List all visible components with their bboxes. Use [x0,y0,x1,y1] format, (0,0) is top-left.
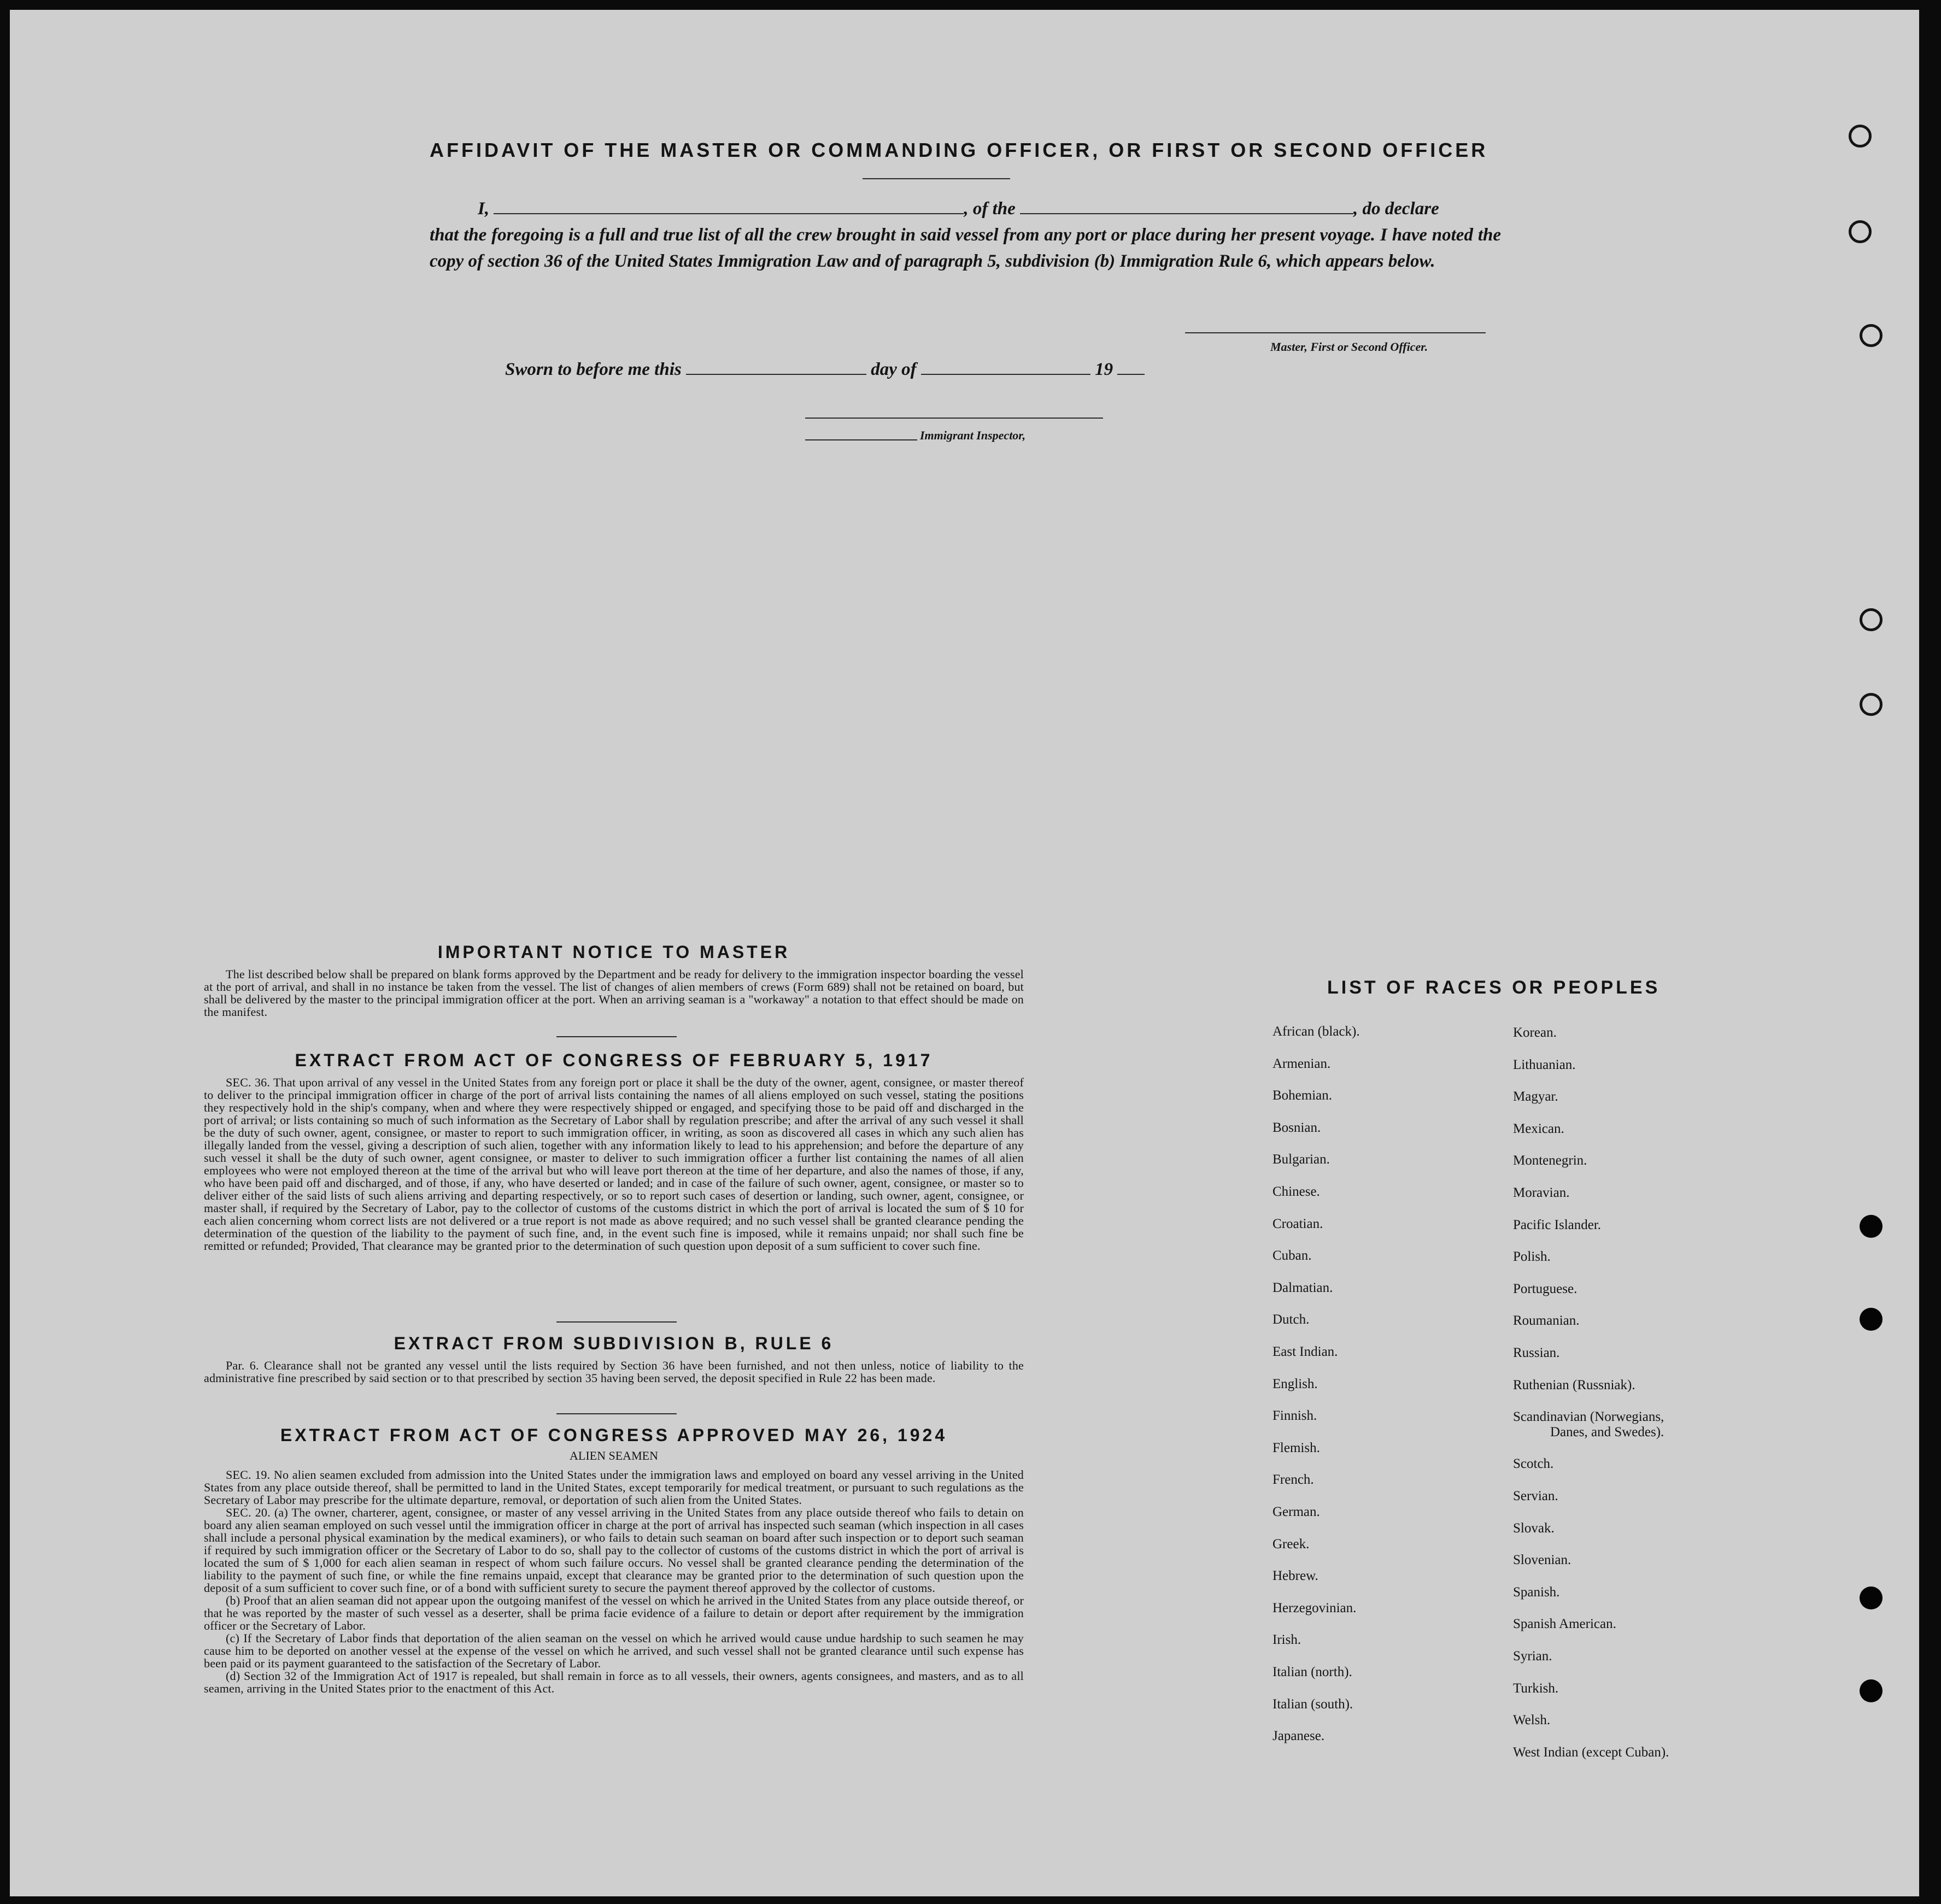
extract-1924-text [204,1468,1024,1695]
extract-1924-section [204,1425,1024,1695]
race-list-item: Lithuanian. [1513,1057,1576,1072]
race-list-item: Portuguese. [1513,1281,1578,1296]
sworn-day-of: day of [871,360,917,379]
race-list-item: Welsh. [1513,1713,1551,1728]
notice-section [204,942,1024,1018]
vessel-of-label: , of the [964,199,1016,219]
sworn-date-field[interactable] [686,360,866,375]
sworn-year: 19 [1095,360,1113,379]
race-list-item: Slovak. [1513,1520,1555,1536]
extract-1917-text [204,1076,1024,1252]
race-list-item: French. [1273,1472,1314,1488]
notice-text [204,968,1024,1018]
race-list-item: East Indian. [1273,1344,1338,1359]
race-list-item: Mexican. [1513,1121,1564,1136]
extract-1924-title: EXTRACT FROM ACT OF CONGRESS APPROVED MAY 26, 1924 [280,1425,948,1445]
race-list-item: Polish. [1513,1249,1551,1265]
sworn-prefix: Sworn to before me this [505,360,682,379]
sec-20b-paragraph: (b) Proof that an alien seaman did not appear upon the outgoing manifest of the vessel on which he arrived in the United States from any place outside thereof, or that he was reported by the master of such vessel as a deserter, shall be prima facie evidence of a failure to detain or deport after requirement by the immigration officer or the Secretary of Labor. [204,1594,1024,1632]
race-list-item: West Indian (except Cuban). [1513,1744,1669,1760]
race-list-item: Armenian. [1273,1056,1331,1071]
binder-hole-icon [1860,324,1883,347]
title-underline [863,178,1010,179]
race-list-item: Scotch. [1513,1456,1554,1472]
sec-19-paragraph: SEC. 19. No alien seamen excluded from admission into the United States under the immigration laws and employed on board any vessel arriving in the United States from any place outside thereof, shall be permitted to land in the United States, except temporarily for medical treatment, or pursuant to such regulations as the Secretary of Labor may prescribe for the ultimate departure, removal, or deportation of such alien from the United States. [204,1468,1024,1507]
notice-paragraph: The list described below shall be prepared on blank forms approved by the Department and be ready for delivery to the immigration inspector boarding the vessel at the port of arrival, and shall in no instance be taken from the vessel. The list of changes of alien members of crews (Form 689) shall not be retained on board, but shall be delivered by the master to the principal immigration officer at the port. When an arriving seaman is a "workaway" a notation to that effect should be made on the manifest. [204,967,1024,1019]
race-list-item: African (black). [1273,1024,1360,1039]
declarant-name-field[interactable] [494,199,964,214]
race-list-item: Bohemian. [1273,1088,1333,1103]
race-list-item: Cuban. [1273,1248,1312,1264]
affidavit-title: AFFIDAVIT OF THE MASTER OR COMMANDING OFFICER, OR FIRST OR SECOND OFFICER [430,139,1488,161]
race-list-item: Dalmatian. [1273,1280,1333,1295]
inspector-label-line [805,439,917,440]
races-title: LIST OF RACES OR PEOPLES [1327,977,1661,998]
race-list-item: Syrian. [1513,1649,1552,1664]
race-list-item: Magyar. [1513,1089,1558,1104]
race-list-item: Roumanian. [1513,1313,1580,1329]
extract-1924-subtitle: ALIEN SEAMEN [570,1449,658,1462]
section-divider [556,1413,677,1414]
vessel-name-field[interactable] [1020,199,1353,214]
race-list-item: Flemish. [1273,1440,1320,1455]
binder-hole-icon [1860,608,1883,631]
notice-title: IMPORTANT NOTICE TO MASTER [437,942,790,962]
sec-20d-paragraph: (d) Section 32 of the Immigration Act of 1917 is repealed, but shall remain in force as to all vessels, their owners, agents consignees, and masters, and as to all seamen, arriving in the United States prior to the enactment of this Act. [204,1669,1024,1695]
document-page [10,10,1919,1896]
extract-rule6-paragraph: Par. 6. Clearance shall not be granted any vessel until the lists required by Section 36 have been furnished, and not then unless, notice of liability to the administrative fine prescribed by said section or to that prescribed by section 35 having been served, the deposit specified in Rule 22 has been made. [204,1359,1024,1385]
extract-rule6-text [204,1359,1024,1384]
binder-hole-icon [1849,125,1872,148]
race-list-item: Hebrew. [1273,1568,1318,1584]
signature-line [1185,332,1486,333]
extract-rule6-title: EXTRACT FROM SUBDIVISION B, RULE 6 [394,1333,834,1353]
sec-20c-paragraph: (c) If the Secretary of Labor finds that deportation of the alien seaman on the vessel on which he arrived would cause undue hardship to such seamen he may cause him to be deported on another vessel at the expense of the vessel on which he arrived, and such vessel shall not be granted clearance until such expense has been paid or its payment guaranteed to the satisfaction of the Secretary of Labor. [204,1631,1024,1670]
extract-1917-paragraph: SEC. 36. That upon arrival of any vessel in the United States from any foreign port or place it shall be the duty of the owner, agent, consignee, or master thereof to deliver to the principal immigration officer in charge of the port of arrival lists containing the names of all aliens employed on such vessel, stating the positions they respectively hold in the ship's company, when and where they were respectively shipped or engaged, and specifying those to be paid off and discharged in the port of arrival; or lists containing so much of such information as the Secretary of Labor shall by regulation prescribe; and after the arrival of any such vessel it shall be the duty of such owner, agent, consignee, or master to report to such immigration officer, in writing, as soon as discovered all cases in which any such alien has illegally landed from the vessel, giving a description of such alien, together with any information likely to lead to his apprehension; and before the departure of any such vessel it shall be the duty of such owner, agent consignee, or master to deliver to such immigration officer a further list containing the names of all alien employees who were not employed thereon at the time of the arrival but who will leave port thereon at the time of her departure, and also the names of those, if any, who have been paid off and discharged, and of those, if any, who have deserted or landed; and in case of the failure of such owner, agent, consignee, or master so to deliver either of the said lists of such aliens arriving and departing respectively, or so to report such cases of desertion or landing, such owner, agent, consignee, or master shall, if required by the Secretary of Labor, pay to the collector of customs of the customs district in which the port of arrival is located the sum of $ 10 for each alien concerning whom correct lists are not delivered or a true report is not made as above required; and no such vessel shall be granted clearance pending the determination of the question of the liability to the payment of such fine, and, in the event such fine is imposed, while it remains unpaid; nor shall such fine be remitted or refunded; Provided, That clearance may be granted prior to the determination of such question upon deposit of a sum sufficient to cover such fine. [204,1076,1024,1253]
race-list-item: Finnish. [1273,1408,1317,1424]
extract-1917-section [204,1050,1024,1252]
race-list-item: Ruthenian (Russniak). [1513,1377,1635,1392]
punched-hole-icon [1860,1586,1883,1609]
race-list-item: Spanish American. [1513,1617,1616,1632]
section-divider [556,1036,677,1037]
extract-rule6-section [204,1333,1024,1384]
race-list-item: Spanish. [1513,1584,1560,1600]
sworn-month-field[interactable] [921,360,1090,375]
sec-20a-paragraph: SEC. 20. (a) The owner, charterer, agent, consignee, or master of any vessel arriving in the United States from any place outside thereof who fails to detain on board any alien seaman employed on such vessel until the immigration officer in charge at the port of arrival has inspected such seaman (which inspection in all cases shall include a personal physical examination by the medical examiners), or who fails to detain such seaman on board after such inspection or to deport such seaman if required by such immigration officer or the Secretary of Labor to do so, shall pay to the collector of customs of the customs district in which the port of arrival is located the sum of $ 1,000 for each alien seaman in respect of whom such failure occurs. No vessel shall be granted clearance pending the determination of the liability to the payment of such fine, or while the fine remains unpaid, except that clearance may be granted prior to the determination of such question upon the deposit of a sum sufficient to cover such fine, or of a bond with sufficient surety to secure the payment thereof approved by the collector of customs. [204,1506,1024,1595]
race-list-item: Moravian. [1513,1185,1570,1200]
punched-hole-icon [1860,1215,1883,1238]
punched-hole-icon [1860,1308,1883,1331]
race-list-item: Japanese. [1273,1729,1325,1744]
declarant-prefix: I, [478,199,490,219]
declare-label: , do declare [1353,199,1439,219]
race-list-item: Bosnian. [1273,1120,1321,1135]
signature-label: Master, First or Second Officer. [1270,340,1428,354]
sworn-statement [505,360,1145,380]
race-list-item: Danes, and Swedes). [1550,1424,1664,1439]
sworn-year-field[interactable] [1117,360,1145,375]
race-list-item: Greek. [1273,1536,1310,1552]
declaration-first-line [430,196,1501,222]
race-list-item: Bulgarian. [1273,1152,1330,1167]
binder-hole-icon [1849,220,1872,243]
race-list-item: Chinese. [1273,1184,1320,1199]
race-list-item: Russian. [1513,1345,1560,1360]
race-list-item: Servian. [1513,1489,1558,1503]
race-list-item: Herzegovinian. [1273,1600,1357,1615]
race-list-item: German. [1273,1505,1320,1519]
affidavit-declaration [430,196,1501,274]
race-list-item: English. [1273,1376,1318,1391]
race-list-item: Korean. [1513,1025,1557,1040]
race-list-item: Irish. [1273,1632,1301,1648]
race-list-item: Montenegrin. [1513,1153,1587,1168]
binder-hole-icon [1860,693,1883,716]
punched-hole-icon [1860,1679,1883,1702]
race-list-item: Croatian. [1273,1216,1323,1231]
race-list-item: Dutch. [1273,1312,1310,1327]
race-list-item: Italian (north). [1273,1665,1352,1679]
declaration-text: that the foregoing is a full and true list of all the crew brought in said vessel from any port or place during her present voyage. I have noted the copy of section 36 of the United States Immigration Law and of paragraph 5, subdivision (b) Immigration Rule 6, which appears below. [430,225,1501,271]
race-list-item: Italian (south). [1273,1696,1353,1712]
race-list-item: Slovenian. [1513,1553,1571,1568]
section-divider [556,1321,677,1323]
race-list-item: Scandinavian (Norwegians, [1513,1409,1664,1425]
race-list-item: Turkish. [1513,1680,1559,1696]
race-list-item: Pacific Islander. [1513,1217,1602,1232]
extract-1917-title: EXTRACT FROM ACT OF CONGRESS OF FEBRUARY 5, 1917 [295,1050,933,1070]
inspector-signature-line [805,418,1103,419]
inspector-label: Immigrant Inspector, [920,428,1026,442]
